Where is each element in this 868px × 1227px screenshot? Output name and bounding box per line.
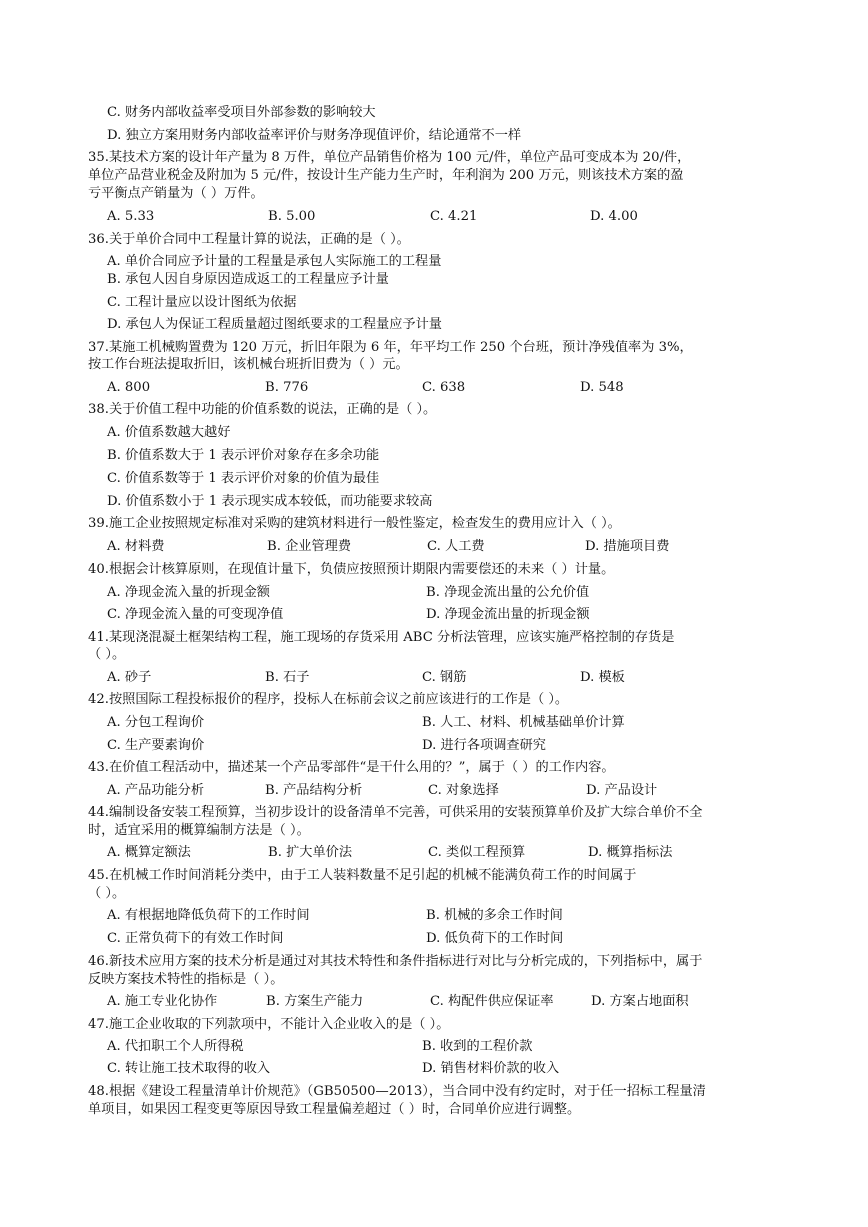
option-45b: B. 机械的多余工作时间 (426, 908, 563, 923)
option-43b: B. 产品结构分析 (265, 783, 363, 798)
option-46a: A. 施工专业化协作 (107, 994, 218, 1009)
option-47a: A. 代扣职工个人所得税 (107, 1039, 244, 1054)
question-38: 38.关于价值工程中功能的价值系数的说法，正确的是（ ）。 (88, 402, 437, 417)
option-41d: D. 模板 (580, 670, 625, 685)
option-44b: B. 扩大单价法 (268, 845, 353, 860)
question-35-line-1: 35.某技术方案的设计年产量为 8 万件，单位产品销售价格为 100 元/件，单位产品可变成本为 20/件， (88, 150, 691, 165)
option-45d: D. 低负荷下的工作时间 (426, 931, 564, 946)
option-37c: C. 638 (422, 380, 466, 395)
option-42a: A. 分包工程询价 (107, 715, 205, 730)
question-41-line-1: 41.某现浇混凝土框架结构工程，施工现场的存货采用 ABC 分析法管理，应该实施严格控制的存货是 (88, 630, 675, 645)
option-40d: D. 净现金流出量的折现金额 (426, 607, 590, 622)
option-44a: A. 概算定额法 (107, 845, 191, 860)
option-47b: B. 收到的工程价款 (422, 1039, 533, 1054)
option-36c: C. 工程计量应以设计图纸为依据 (107, 295, 297, 310)
option-42b: B. 人工、材料、机械基础单价计算 (422, 715, 625, 730)
question-45-line-1: 45.在机械工作时间消耗分类中，由于工人装料数量不足引起的机械不能满负荷工作的时间属于 (88, 868, 637, 883)
question-46-line-2: 反映方案技术特性的指标是（ ）。 (88, 972, 284, 987)
question-39: 39.施工企业按照规定标准对采购的建筑材料进行一般性鉴定，检查发生的费用应计入（ ）。 (88, 516, 621, 531)
option-37a: A. 800 (107, 380, 151, 395)
question-44-line-1: 44.编制设备安装工程预算，当初步设计的设备清单不完善，可供采用的安装预算单价及扩大综合单价不全 (88, 805, 703, 820)
option-46b: B. 方案生产能力 (266, 994, 364, 1009)
option-34c: C. 财务内部收益率受项目外部参数的影响较大 (107, 105, 376, 120)
option-46d: D. 方案占地面积 (591, 994, 689, 1009)
option-39a: A. 材料费 (107, 539, 165, 554)
option-40a: A. 净现金流入量的折现金额 (107, 585, 270, 600)
option-46c: C. 构配件供应保证率 (430, 994, 554, 1009)
option-44c: C. 类似工程预算 (428, 845, 526, 860)
option-36b: B. 承包人因自身原因造成返工的工程量应予计量 (107, 272, 389, 287)
option-47c: C. 转让施工技术取得的收入 (107, 1061, 271, 1076)
question-41-line-2: （ ）。 (88, 647, 126, 662)
question-48-line-1: 48.根据《建设工程量清单计价规范》（GB50500—2013），当合同中没有约定时，对于任一招标工程量清 (88, 1084, 706, 1099)
option-40b: B. 净现金流出量的公允价值 (426, 585, 590, 600)
option-43d: D. 产品设计 (586, 783, 658, 798)
question-35-line-2: 单位产品营业税金及附加为 5 元/件，按设计生产能力生产时，年利润为 200 万元，则该技术方案的盈 (88, 168, 684, 183)
option-38b: B. 价值系数大于 1 表示评价对象存在多余功能 (107, 448, 380, 463)
question-48-line-2: 单项目，如果因工程变更等原因导致工程量偏差超过（ ）时，合同单价应进行调整。 (88, 1102, 581, 1117)
option-35c: C. 4.21 (430, 209, 478, 224)
option-39d: D. 措施项目费 (585, 539, 670, 554)
question-44-line-2: 时，适宜采用的概算编制方法是（ ）。 (88, 823, 310, 838)
option-36d: D. 承包人为保证工程质量超过图纸要求的工程量应予计量 (107, 317, 442, 332)
option-38a: A. 价值系数越大越好 (107, 425, 231, 440)
option-42d: D. 进行各项调查研究 (422, 738, 546, 753)
question-40: 40.根据会计核算原则，在现值计量下，负债应按照预计期限内需要偿还的未来（ ）计量。 (88, 562, 615, 577)
question-37-line-1: 37.某施工机械购置费为 120 万元，折旧年限为 6 年，年平均工作 250 个台班，预计净残值率为 3%， (88, 340, 693, 355)
option-44d: D. 概算指标法 (588, 845, 673, 860)
question-36: 36.关于单价合同中工程量计算的说法，正确的是（ ）。 (88, 232, 410, 247)
option-41c: C. 钢筋 (422, 670, 467, 685)
option-37d: D. 548 (580, 380, 624, 395)
option-40c: C. 净现金流入量的可变现净值 (107, 607, 284, 622)
option-39b: B. 企业管理费 (267, 539, 352, 554)
option-35b: B. 5.00 (268, 209, 316, 224)
option-45c: C. 正常负荷下的有效工作时间 (107, 931, 284, 946)
option-34d: D. 独立方案用财务内部收益率评价与财务净现值评价，结论通常不一样 (107, 128, 522, 143)
question-42: 42.按照国际工程投标报价的程序，投标人在标前会议之前应该进行的工作是（ ）。 (88, 692, 569, 707)
option-45a: A. 有根据地降低负荷下的工作时间 (107, 908, 310, 923)
option-43c: C. 对象选择 (428, 783, 499, 798)
option-38d: D. 价值系数小于 1 表示现实成本较低，而功能要求较高 (107, 494, 433, 509)
option-37b: B. 776 (265, 380, 309, 395)
option-38c: C. 价值系数等于 1 表示评价对象的价值为最佳 (107, 471, 380, 486)
question-47: 47.施工企业收取的下列款项中，不能计入企业收入的是（ ）。 (88, 1017, 450, 1032)
option-39c: C. 人工费 (427, 539, 485, 554)
question-37-line-2: 按工作台班法提取折旧，该机械台班折旧费为（ ）元。 (88, 357, 409, 372)
option-36a: A. 单价合同应予计量的工程量是承包人实际施工的工程量 (107, 254, 442, 269)
question-35-line-3: 亏平衡点产销量为（ ）万件。 (88, 186, 264, 201)
option-41a: A. 砂子 (107, 670, 152, 685)
option-35d: D. 4.00 (590, 209, 638, 224)
option-47d: D. 销售材料价款的收入 (422, 1061, 560, 1076)
question-46-line-1: 46.新技术应用方案的技术分析是通过对其技术特性和条件指标进行对比与分析完成的，下列指标中，属于 (88, 954, 703, 969)
option-41b: B. 石子 (265, 670, 310, 685)
question-45-line-2: （ ）。 (88, 886, 126, 901)
option-43a: A. 产品功能分析 (107, 783, 205, 798)
option-35a: A. 5.33 (107, 209, 155, 224)
option-42c: C. 生产要素询价 (107, 738, 205, 753)
question-43: 43.在价值工程活动中，描述某一个产品零部件“是干什么用的？”，属于（ ）的工作内容。 (88, 760, 615, 775)
